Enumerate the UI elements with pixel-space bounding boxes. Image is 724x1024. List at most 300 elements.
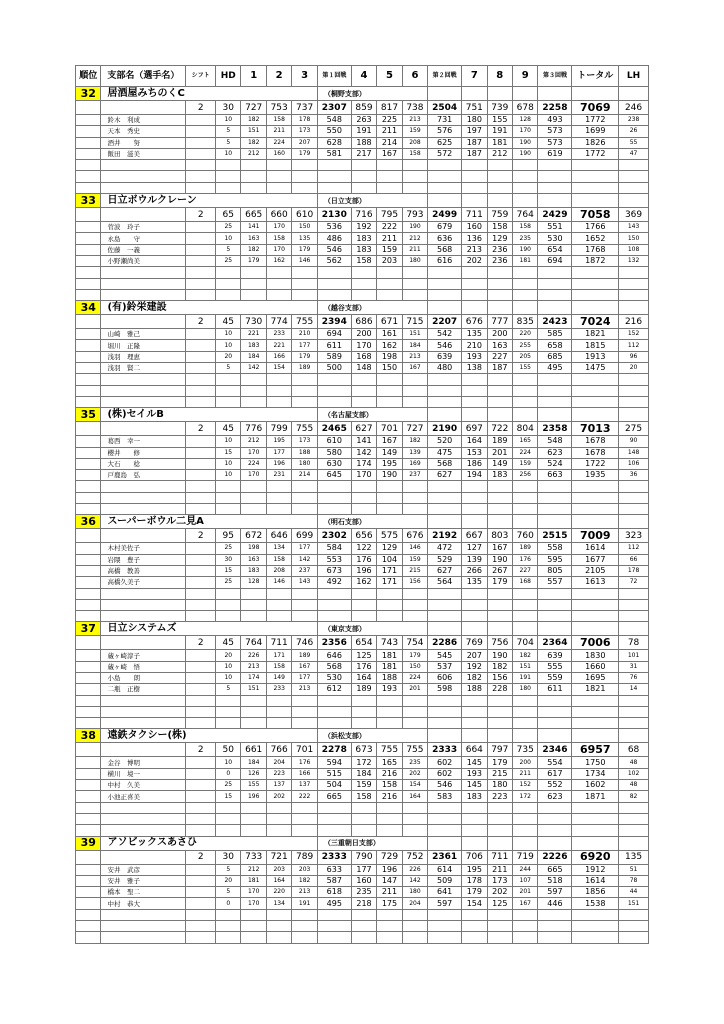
player-value: 1699 [572, 126, 619, 137]
empty-cell [292, 504, 317, 515]
team-name: (有)鈴栄建設 [101, 301, 317, 315]
player-row [76, 351, 649, 362]
player-value: 472 [428, 543, 462, 554]
player-value: 152 [619, 329, 649, 340]
player-value: 237 [402, 470, 427, 481]
player-value [186, 458, 216, 469]
empty-cell [538, 194, 572, 208]
player-value: 179 [241, 255, 266, 266]
empty-cell [351, 289, 376, 300]
player-value: 226 [241, 650, 266, 661]
player-value: 159 [402, 126, 427, 137]
empty-cell [572, 194, 619, 208]
empty-cell [76, 504, 101, 515]
player-value: 181 [487, 137, 512, 148]
empty-cell [76, 101, 101, 115]
player-value: 202 [462, 255, 487, 266]
empty-cell [76, 780, 101, 791]
player-value: 636 [428, 233, 462, 244]
player-value: 173 [487, 875, 512, 886]
player-value: 1766 [572, 222, 619, 233]
player-value: 156 [402, 577, 427, 588]
empty-cell [101, 636, 186, 650]
empty-cell [292, 492, 317, 503]
player-name: 浅羽 理恵 [101, 351, 186, 362]
empty-cell [317, 921, 351, 932]
empty-cell [377, 278, 402, 289]
empty-cell [428, 374, 462, 385]
empty-cell [428, 836, 462, 850]
player-value: 183 [351, 244, 376, 255]
team-total-value: 65 [216, 208, 241, 222]
team-total-value: 676 [462, 315, 487, 329]
player-value: 611 [317, 340, 351, 351]
player-value: 151 [241, 684, 266, 695]
empty-cell [317, 504, 351, 515]
empty-cell [513, 160, 538, 171]
empty-cell [402, 396, 427, 407]
player-value: 220 [513, 329, 538, 340]
team-total-value: 795 [377, 208, 402, 222]
team-name: (株)セイルB [101, 408, 317, 422]
empty-cell [428, 706, 462, 717]
team-total-value: 673 [351, 743, 376, 757]
player-value: 186 [462, 458, 487, 469]
player-value: 171 [266, 650, 291, 661]
empty-cell [487, 267, 512, 278]
player-value: 625 [428, 137, 462, 148]
empty-cell [377, 588, 402, 599]
player-value: 554 [538, 757, 572, 768]
player-value: 195 [377, 458, 402, 469]
empty-cell [538, 515, 572, 529]
player-value: 158 [351, 255, 376, 266]
empty-cell [76, 768, 101, 779]
player-row [76, 233, 649, 244]
empty-cell [538, 171, 572, 182]
player-value: 166 [292, 768, 317, 779]
empty-cell [428, 385, 462, 396]
empty-cell [572, 267, 619, 278]
player-value: 552 [538, 780, 572, 791]
empty-cell [241, 813, 266, 824]
player-value: 182 [292, 875, 317, 886]
player-value: 168 [513, 577, 538, 588]
team-total-value: 751 [462, 101, 487, 115]
empty-cell [402, 182, 427, 193]
empty-cell [462, 171, 487, 182]
player-row [76, 661, 649, 672]
team-total-value: 776 [241, 422, 266, 436]
empty-cell [428, 194, 462, 208]
player-value: 1614 [572, 875, 619, 886]
player-row [76, 864, 649, 875]
player-value: 493 [538, 115, 572, 126]
empty-cell [186, 611, 216, 622]
player-value: 170 [241, 447, 266, 458]
team-total-value: 575 [377, 529, 402, 543]
empty-cell [292, 385, 317, 396]
empty-cell [619, 171, 649, 182]
header-round-1: 第１回戦 [317, 66, 351, 87]
player-value: 191 [292, 898, 317, 909]
empty-cell [76, 672, 101, 683]
player-row [76, 565, 649, 576]
empty-cell [377, 706, 402, 717]
team-total-value: 2 [186, 101, 216, 115]
empty-cell [538, 802, 572, 813]
player-value: 233 [266, 684, 291, 695]
player-value: 149 [266, 672, 291, 683]
player-value [186, 137, 216, 148]
player-value: 1772 [572, 115, 619, 126]
player-value: 228 [487, 684, 512, 695]
player-value: 581 [317, 148, 351, 159]
player-value: 162 [377, 340, 402, 351]
player-row [76, 458, 649, 469]
player-value: 170 [241, 887, 266, 898]
player-value: 0 [216, 768, 241, 779]
player-value: 673 [317, 565, 351, 576]
team-total-value: 2 [186, 636, 216, 650]
player-value: 179 [487, 757, 512, 768]
player-value: 15 [216, 791, 241, 802]
empty-cell [402, 813, 427, 824]
empty-cell [619, 622, 649, 636]
empty-cell [76, 825, 101, 836]
team-total-value: 697 [462, 422, 487, 436]
empty-cell [266, 182, 291, 193]
player-value: 154 [266, 363, 291, 374]
player-name: 大石 稔 [101, 458, 186, 469]
player-value [186, 329, 216, 340]
player-value: 176 [292, 757, 317, 768]
empty-cell [513, 599, 538, 610]
player-value: 202 [487, 887, 512, 898]
header-game-8: 8 [487, 66, 512, 87]
team-total-score: 6920 [572, 850, 619, 864]
empty-cell [513, 588, 538, 599]
empty-cell [619, 611, 649, 622]
empty-cell [619, 396, 649, 407]
empty-cell [76, 921, 101, 932]
player-value: 181 [377, 650, 402, 661]
team-name: 遠鉄タクシー(株) [101, 729, 317, 743]
player-value: 150 [292, 222, 317, 233]
empty-cell [513, 289, 538, 300]
player-value: 170 [351, 340, 376, 351]
empty-cell [76, 850, 101, 864]
player-value: 172 [513, 791, 538, 802]
player-value: 495 [538, 363, 572, 374]
player-value: 142 [292, 554, 317, 565]
player-value: 221 [266, 340, 291, 351]
team-total-value: 2192 [428, 529, 462, 543]
empty-cell [241, 932, 266, 943]
empty-cell [292, 706, 317, 717]
empty-cell [317, 278, 351, 289]
empty-cell [216, 171, 241, 182]
empty-cell [76, 374, 101, 385]
player-value [186, 577, 216, 588]
player-value: 154 [462, 898, 487, 909]
player-value: 184 [351, 768, 376, 779]
empty-cell [292, 289, 317, 300]
player-value: 1871 [572, 791, 619, 802]
player-value: 606 [428, 672, 462, 683]
player-value: 172 [351, 757, 376, 768]
player-value: 546 [428, 340, 462, 351]
team-total-value: 646 [266, 529, 291, 543]
empty-cell [538, 932, 572, 943]
team-total-value: 804 [513, 422, 538, 436]
player-name: 横川 境一 [101, 768, 186, 779]
player-value: 220 [266, 887, 291, 898]
player-row [76, 340, 649, 351]
player-value: 177 [292, 543, 317, 554]
empty-cell [351, 481, 376, 492]
player-value: 587 [317, 875, 351, 886]
blank-row [76, 802, 649, 813]
player-name: 木村美佐子 [101, 543, 186, 554]
player-value: 182 [402, 436, 427, 447]
empty-cell [428, 813, 462, 824]
player-value: 564 [428, 577, 462, 588]
blank-row [76, 160, 649, 171]
empty-cell [538, 289, 572, 300]
player-name: 安井 武彦 [101, 864, 186, 875]
empty-cell [76, 543, 101, 554]
empty-cell [513, 87, 538, 101]
empty-cell [76, 267, 101, 278]
empty-cell [513, 374, 538, 385]
player-value [186, 684, 216, 695]
empty-cell [101, 385, 186, 396]
player-value: 167 [513, 898, 538, 909]
empty-cell [266, 825, 291, 836]
player-value: 486 [317, 233, 351, 244]
empty-cell [538, 374, 572, 385]
empty-cell [402, 481, 427, 492]
player-value [186, 898, 216, 909]
empty-cell [76, 315, 101, 329]
empty-cell [462, 729, 487, 743]
player-value: 158 [266, 115, 291, 126]
empty-cell [619, 921, 649, 932]
player-value: 183 [462, 791, 487, 802]
team-branch: （東京支部） [317, 622, 427, 636]
team-total-value: 2 [186, 743, 216, 757]
empty-cell [76, 932, 101, 943]
empty-cell [317, 909, 351, 920]
empty-cell [538, 278, 572, 289]
empty-cell [428, 301, 462, 315]
player-value: 10 [216, 470, 241, 481]
team-total-score: 6957 [572, 743, 619, 757]
empty-cell [377, 396, 402, 407]
empty-cell [572, 706, 619, 717]
player-value: 146 [292, 255, 317, 266]
player-value: 47 [619, 148, 649, 159]
team-total-value: 2423 [538, 315, 572, 329]
player-value: 25 [216, 255, 241, 266]
blank-row [76, 599, 649, 610]
player-value: 267 [487, 565, 512, 576]
player-value: 208 [266, 565, 291, 576]
empty-cell [513, 802, 538, 813]
player-value: 221 [241, 329, 266, 340]
empty-cell [186, 718, 216, 729]
empty-cell [241, 481, 266, 492]
player-value: 179 [462, 887, 487, 898]
empty-cell [619, 802, 649, 813]
empty-cell [266, 289, 291, 300]
empty-cell [428, 182, 462, 193]
empty-cell [216, 932, 241, 943]
player-value: 619 [538, 148, 572, 159]
team-total-value: 369 [619, 208, 649, 222]
empty-cell [572, 932, 619, 943]
empty-cell [513, 695, 538, 706]
empty-cell [538, 492, 572, 503]
player-value: 159 [351, 780, 376, 791]
player-row [76, 148, 649, 159]
player-value [186, 791, 216, 802]
player-value: 553 [317, 554, 351, 565]
player-value: 163 [487, 340, 512, 351]
empty-cell [538, 825, 572, 836]
team-total-value: 766 [266, 743, 291, 757]
empty-cell [572, 836, 619, 850]
player-value: 160 [462, 222, 487, 233]
player-value: 151 [513, 661, 538, 672]
player-value: 524 [538, 458, 572, 469]
player-value: 187 [487, 363, 512, 374]
player-value: 500 [317, 363, 351, 374]
empty-cell [619, 182, 649, 193]
empty-cell [241, 396, 266, 407]
team-total-value: 737 [292, 101, 317, 115]
player-value: 211 [513, 768, 538, 779]
player-value: 222 [377, 222, 402, 233]
player-value: 184 [241, 351, 266, 362]
team-total-value: 656 [351, 529, 376, 543]
empty-cell [538, 813, 572, 824]
player-value: 628 [317, 137, 351, 148]
team-total-value: 68 [619, 743, 649, 757]
player-value: 1913 [572, 351, 619, 362]
player-value: 645 [317, 470, 351, 481]
empty-cell [538, 588, 572, 599]
player-value: 207 [292, 137, 317, 148]
player-name: 葛西 幸一 [101, 436, 186, 447]
player-value: 158 [266, 233, 291, 244]
blank-row [76, 385, 649, 396]
player-value: 196 [351, 565, 376, 576]
empty-cell [513, 504, 538, 515]
empty-cell [186, 932, 216, 943]
empty-cell [462, 194, 487, 208]
team-total-score: 7009 [572, 529, 619, 543]
team-total-value: 719 [513, 850, 538, 864]
team-total-value: 2258 [538, 101, 572, 115]
team-branch: （桐野支部） [317, 87, 427, 101]
player-value: 152 [513, 780, 538, 791]
team-total-value: 654 [351, 636, 376, 650]
player-value: 148 [351, 363, 376, 374]
player-value [186, 875, 216, 886]
empty-cell [572, 87, 619, 101]
empty-cell [317, 825, 351, 836]
player-value: 180 [402, 255, 427, 266]
player-value: 155 [241, 780, 266, 791]
empty-cell [428, 504, 462, 515]
empty-cell [462, 504, 487, 515]
player-value: 162 [351, 577, 376, 588]
player-value: 204 [266, 757, 291, 768]
player-value: 167 [402, 363, 427, 374]
header-round-2: 第２回戦 [428, 66, 462, 87]
player-value: 112 [619, 340, 649, 351]
empty-cell [186, 813, 216, 824]
player-value: 180 [487, 780, 512, 791]
player-value: 217 [351, 148, 376, 159]
team-total-value: 2 [186, 850, 216, 864]
blank-row [76, 706, 649, 717]
team-total-value: 701 [377, 422, 402, 436]
empty-cell [292, 909, 317, 920]
player-value: 167 [292, 661, 317, 672]
player-value: 112 [619, 543, 649, 554]
blank-row [76, 611, 649, 622]
empty-cell [101, 909, 186, 920]
player-value: 150 [619, 233, 649, 244]
player-value: 125 [487, 898, 512, 909]
player-value: 174 [241, 672, 266, 683]
player-value: 164 [402, 791, 427, 802]
player-value: 189 [487, 436, 512, 447]
empty-cell [462, 611, 487, 622]
empty-cell [402, 718, 427, 729]
team-total-value: 2307 [317, 101, 351, 115]
player-value: 147 [377, 875, 402, 886]
player-value: 182 [241, 115, 266, 126]
player-value: 165 [377, 757, 402, 768]
player-value [186, 222, 216, 233]
empty-cell [101, 743, 186, 757]
player-value: 5 [216, 363, 241, 374]
empty-cell [377, 481, 402, 492]
player-value: 200 [513, 757, 538, 768]
empty-cell [462, 921, 487, 932]
player-value: 183 [351, 233, 376, 244]
empty-cell [351, 802, 376, 813]
empty-cell [76, 565, 101, 576]
player-value: 665 [538, 864, 572, 875]
header-game-7: 7 [462, 66, 487, 87]
player-value: 5 [216, 126, 241, 137]
empty-cell [619, 160, 649, 171]
empty-cell [241, 160, 266, 171]
blank-row [76, 289, 649, 300]
team-total-value: 777 [487, 315, 512, 329]
empty-cell [266, 588, 291, 599]
empty-cell [572, 718, 619, 729]
empty-cell [266, 932, 291, 943]
empty-cell [462, 695, 487, 706]
empty-cell [513, 825, 538, 836]
empty-cell [572, 599, 619, 610]
